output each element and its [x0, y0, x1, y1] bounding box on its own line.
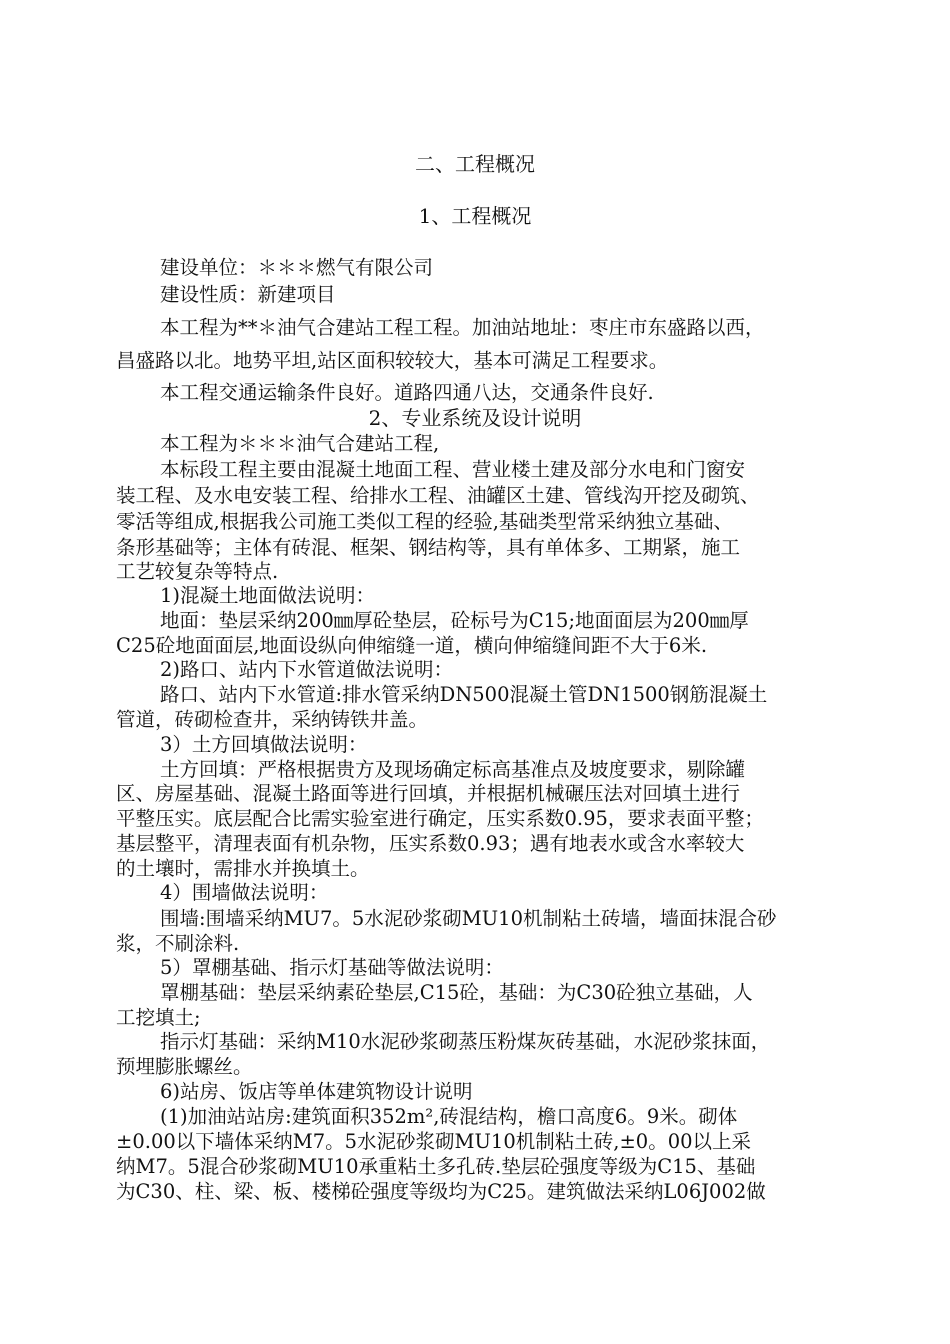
- text-line: 为C30、柱、梁、板、楼梯砼强度等级均为C25。建筑做法采纳L06J002做: [116, 1180, 766, 1203]
- text-line: 基层整平，清理表面有机杂物，压实系数0.93；遇有地表水或含水率较大: [116, 832, 745, 855]
- text-line: 本工程为＊＊＊油气合建站工程,: [160, 432, 440, 455]
- text-line: 纳M7。5混合砂浆砌MU10承重粘土多孔砖.垫层砼强度等级为C15、基础: [116, 1155, 756, 1178]
- text-line: 3）土方回填做法说明：: [160, 733, 368, 756]
- text-line: ±0.00以下墙体采纳M7。5水泥砂浆砌MU10机制粘土砖,±0。00以上采: [116, 1130, 752, 1153]
- text-line: 1)混凝土地面做法说明：: [160, 584, 376, 607]
- text-line: 路口、站内下水管道:排水管采纳DN500混凝土管DN1500钢筋混凝土: [160, 683, 768, 706]
- section-title: 二、工程概况: [415, 152, 535, 176]
- text-line: 浆，不刷涂料.: [116, 932, 240, 955]
- text-line: 平整压实。底层配合比需实验室进行确定，压实系数0.95，要求表面平整；: [116, 807, 764, 830]
- text-line: 零活等组成,根据我公司施工类似工程的经验,基础类型常采纳独立基础、: [116, 510, 733, 533]
- text-line: 建设性质：新建项目: [160, 283, 336, 306]
- text-line: 建设单位：＊＊＊燃气有限公司: [160, 256, 434, 279]
- text-line: 区、房屋基础、混凝土路面等进行回填，并根据机械碾压法对回填土进行: [116, 782, 741, 805]
- text-line: (1)加油站站房:建筑面积352m²,砖混结构，檐口高度6。9米。砌体: [160, 1105, 738, 1128]
- text-line: 管道，砖砌检查井，采纳铸铁井盖。: [116, 708, 429, 731]
- text-line: 罩棚基础：垫层采纳素砼垫层,C15砼，基础：为C30砼独立基础，人: [160, 981, 753, 1004]
- text-line: 本工程为**＊油气合建站工程工程。加油站地址：枣庄市东盛路以西，: [160, 316, 765, 339]
- text-line: 装工程、及水电安装工程、给排水工程、油罐区土建、管线沟开挖及砌筑、: [116, 484, 760, 507]
- text-line: 工挖填土;: [116, 1006, 201, 1029]
- text-line: 条形基础等；主体有砖混、框架、钢结构等，具有单体多、工期紧，施工: [116, 536, 741, 559]
- text-line: 4）围墙做法说明：: [160, 881, 329, 904]
- subsection-title-2: 2、专业系统及设计说明: [368, 406, 582, 430]
- text-line: 土方回填：严格根据贵方及现场确定标高基准点及坡度要求，剔除罐: [160, 758, 746, 781]
- text-line: C25砼地面面层,地面设纵向伸缩缝一道，横向伸缩缝间距不大于6米.: [116, 634, 708, 657]
- text-line: 工艺较复杂等特点.: [116, 560, 279, 583]
- text-line: 围墙:围墙采纳MU7。5水泥砂浆砌MU10机制粘土砖墙，墙面抹混合砂: [160, 907, 777, 930]
- text-line: 本工程交通运输条件良好。道路四通八达，交通条件良好.: [160, 381, 654, 404]
- text-line: 地面：垫层采纳200㎜厚砼垫层，砼标号为C15;地面面层为200㎜厚: [160, 609, 749, 632]
- text-line: 6)站房、饭店等单体建筑物设计说明: [160, 1080, 473, 1103]
- text-line: 2)路口、站内下水管道做法说明：: [160, 658, 454, 681]
- text-line: 5）罩棚基础、指示灯基础等做法说明：: [160, 956, 504, 979]
- text-line: 预埋膨胀螺丝。: [116, 1055, 253, 1078]
- text-line: 昌盛路以北。地势平坦,站区面积较较大，基本可满足工程要求。: [116, 349, 669, 372]
- text-line: 指示灯基础：采纳M10水泥砂浆砌蒸压粉煤灰砖基础，水泥砂浆抹面，: [160, 1030, 771, 1053]
- subsection-title: 1、工程概况: [418, 204, 532, 228]
- text-line: 的土壤时，需排水并换填土。: [116, 857, 370, 880]
- text-line: 本标段工程主要由混凝土地面工程、营业楼土建及部分水电和门窗安: [160, 458, 746, 481]
